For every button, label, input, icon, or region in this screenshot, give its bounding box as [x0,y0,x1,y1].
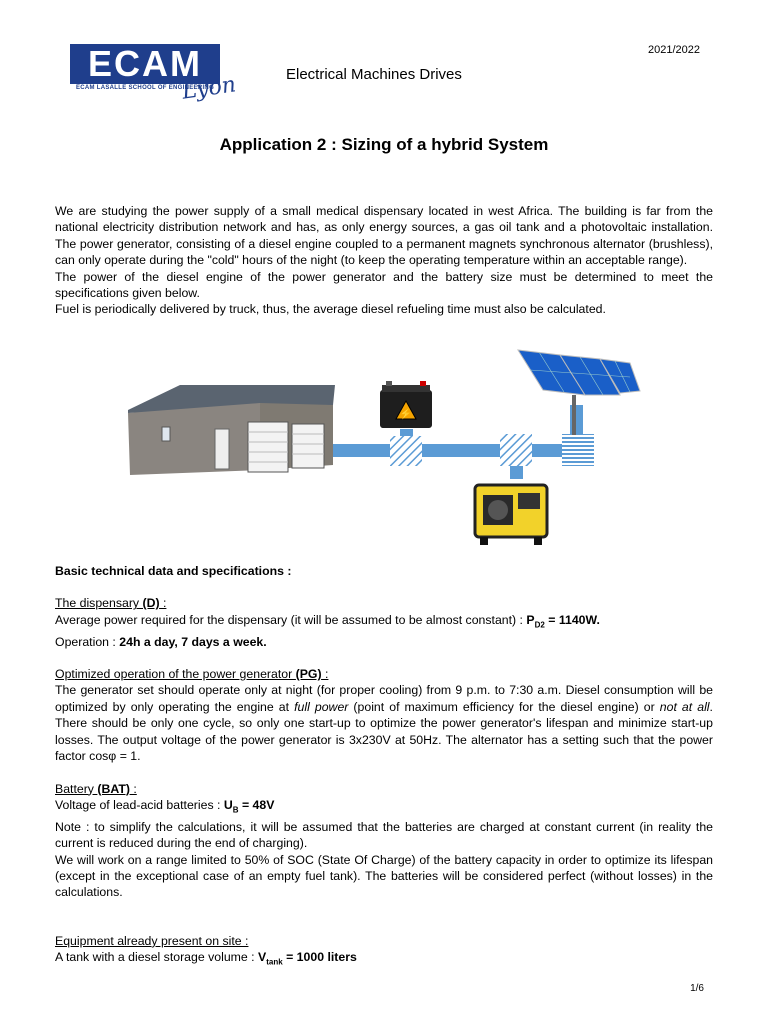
academic-year: 2021/2022 [648,44,700,56]
logo-wordmark: ECAM [70,44,220,84]
dispensary-power-text: Average power required for the dispensary (it will be assumed to be almost constant) : [55,612,527,627]
course-title: Electrical Machines Drives [286,66,462,83]
battery-tag: (BAT) [97,781,130,796]
generator-colon: : [321,667,329,682]
dispensary-power-line [55,612,713,634]
generator-italic-not-at-all: not at all [659,699,710,714]
pv-converter [562,434,594,466]
generator-paragraph [55,682,713,764]
generator-italic-full-power: full power [294,699,349,714]
generator-heading-text: Optimized operation of the power generator [55,667,296,682]
tank-line [55,949,713,971]
intro-paragraph-1: We are studying the power supply of a small medical dispensary located in west Africa. The building is far from the national electricity distribution network and has, as only energy sources, a gas oil tank and a photovoltaic installation. The power generator, consisting of a diesel engine coupled to a permanent magnets synchronous alternator (brushless), can only operate during the "cold" hours of the night (to keep the operating temperature within an acceptable range). [55,204,713,268]
dispensary-operation-line [55,634,713,650]
specifications-section [55,563,713,971]
equipment-heading: Equipment already present on site : [55,933,249,948]
page-number: 1/6 [690,983,704,994]
tank-subscript: tank [266,957,283,967]
dispensary-power-subscript: D2 [534,620,545,630]
ecam-logo [70,44,240,116]
battery-heading [55,781,713,797]
generator-converter [500,434,532,466]
dispensary-heading [55,595,713,611]
intro-paragraph-3: Fuel is periodically delivered by truck, thus, the average diesel refueling time must also be calculated. [55,302,606,317]
battery-converter [390,436,422,466]
tank-symbol: V [258,950,267,965]
hybrid-system-illustration [120,345,650,550]
battery-voltage-subscript: B [232,805,239,815]
battery-colon: : [129,781,137,796]
generator-tag: (PG) [295,667,322,682]
power-bus-line [325,444,585,457]
generator-image [475,485,547,545]
operation-label: Operation : [55,634,120,649]
battery-note: Note : to simplify the calculations, it will be assumed that the batteries are charged at constant current (in reality the current is reduced during the end of charging). [55,819,713,851]
generator-text-c: . There should be only one cycle, so only one start-up to optimize the power generator's lifespan and minimize start-up losses. The output voltage of the power generator is 3x230V at 50Hz. The alternator has a setting such that the power factor cosφ = 1. [55,699,713,764]
battery-soc-paragraph: We will work on a range limited to 50% of SOC (State Of Charge) of the battery capacity in order to optimize its lifespan (except in the exceptional case of an empty fuel tank). The batteries will be considered perfect (without losses) in the calculations. [55,852,713,900]
logo-script: Lyon [180,72,238,105]
dispensary-power-symbol: P [526,612,535,627]
intro-paragraph-2: The power of the diesel engine of the power generator and the battery size must be determined to meet the specifications given below. [55,269,713,301]
specs-heading: Basic technical data and specifications : [55,564,292,578]
generator-heading [55,666,713,682]
intro-section [55,203,713,318]
battery-voltage-label: Voltage of lead-acid batteries : [55,797,224,812]
battery-voltage-value: = 48V [238,797,275,812]
logo-subtitle: ECAM LASALLE SCHOOL OF ENGINEERING [75,85,215,91]
battery-voltage-line [55,797,713,819]
generator-text-b: (point of maximum efficiency for the diesel engine) or [348,699,660,714]
battery-voltage-symbol: U [223,797,233,812]
tank-label: A tank with a diesel storage volume : [55,950,259,965]
battery-image [380,381,432,428]
battery-heading-text: Battery [55,781,98,796]
page-title: Application 2 : Sizing of a hybrid System [219,135,549,154]
generator-text-a: The generator set should operate only at night (for proper cooling) from 9 p.m. to 7:30 a.m. Diesel consumption will be optimized by only operating the engine at [55,683,713,714]
dispensary-building [128,385,335,475]
dispensary-power-value: = 1140W. [544,612,600,627]
battery-warning-icon: ⚡ [399,409,413,420]
dispensary-colon: : [159,596,167,611]
dispensary-tag: (D) [142,596,160,611]
tank-value: = 1000 liters [282,950,357,965]
pv-link-line [570,405,583,435]
dispensary-heading-text: The dispensary [55,596,143,611]
operation-value: 24h a day, 7 days a week. [119,634,267,649]
